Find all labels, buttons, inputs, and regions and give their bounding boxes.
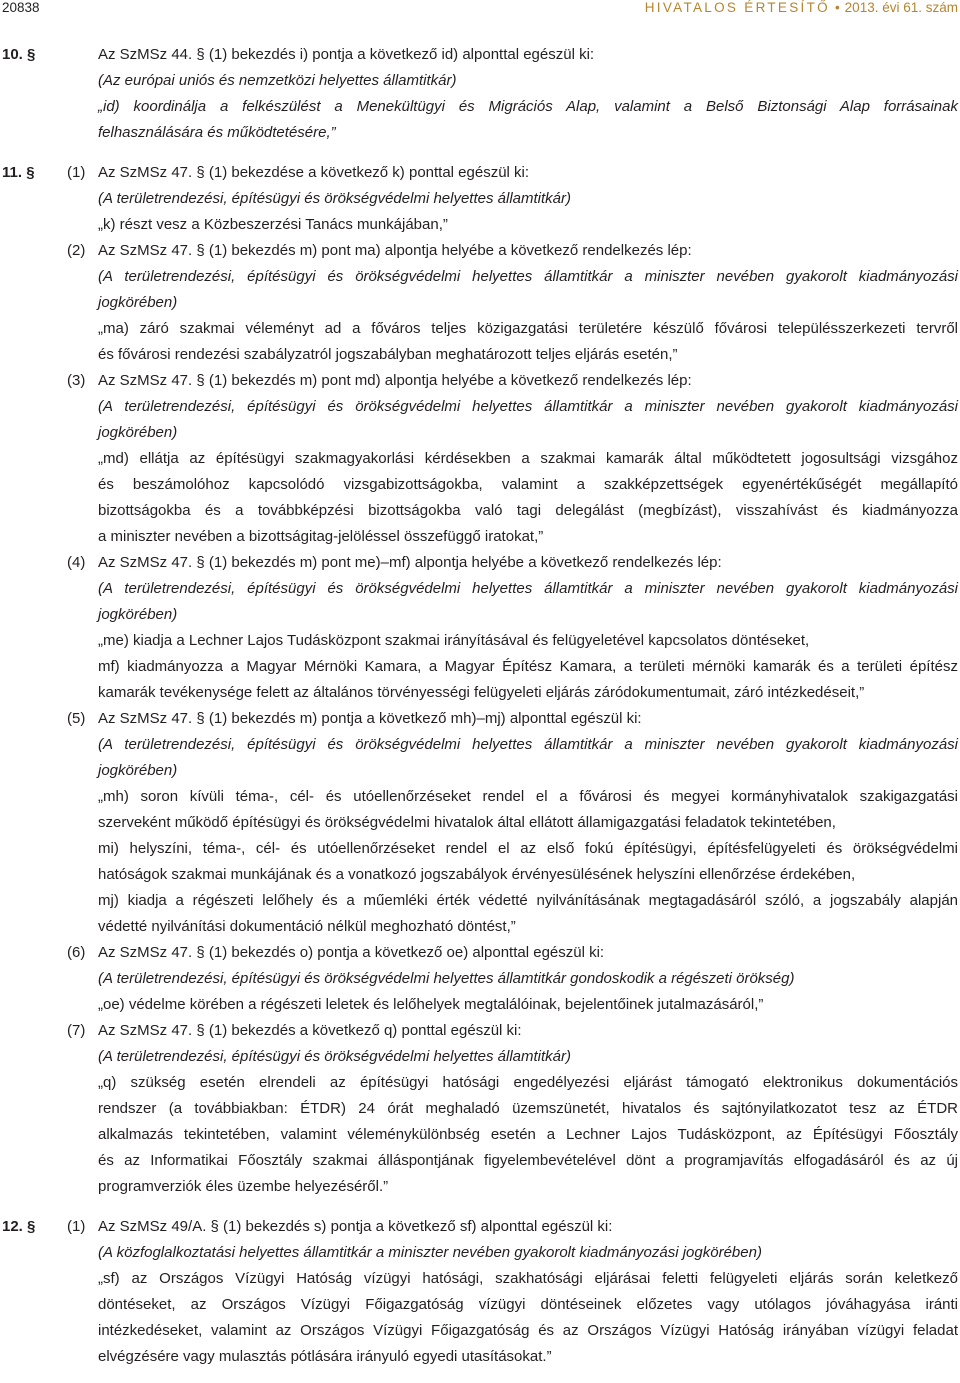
text-line: „ma) záró szakmai véleményt ad a főváros teljes közigazgatási területére készülő fővárosi településszerkezeti tervről bbox=[98, 320, 958, 337]
text-line: Az SzMSz 47. § (1) bekezdés m) pont me)–mf) alpontja helyébe a következő rendelkezés lép: bbox=[98, 554, 722, 571]
section-body bbox=[98, 42, 958, 146]
page-number: 20838 bbox=[2, 0, 40, 15]
text-line: mj) kiadja a régészeti lelőhely és a műemléki érték védetté nyilvánításának megtagadásáról szóló, a jogszabály alapján bbox=[98, 892, 958, 909]
paragraph bbox=[67, 368, 958, 550]
text-line: Az SzMSz 47. § (1) bekezdés o) pontja a következő oe) alponttal egészül ki: bbox=[98, 944, 605, 961]
context-line: (A területrendezési, építésügyi és örökségvédelmi helyettes államtitkár a miniszter nevében gyakorolt kiadmányozási bbox=[98, 268, 958, 285]
paragraph-number: (2) bbox=[67, 242, 86, 259]
paragraph bbox=[67, 550, 958, 706]
paragraph-number: (1) bbox=[67, 1218, 86, 1235]
text-line: Az SzMSz 47. § (1) bekezdés m) pont ma) alpontja helyébe a következő rendelkezés lép: bbox=[98, 242, 692, 259]
text-line: és az Informatikai Főosztály szakmai álláspontjának figyelembevételével dönt a programjavítás elfogadásáról és az új bbox=[98, 1152, 958, 1169]
text-line: Az SzMSz 47. § (1) bekezdése a következő k) ponttal egészül ki: bbox=[98, 164, 530, 181]
separator-dot: • bbox=[834, 0, 840, 15]
context-line: (A területrendezési, építésügyi és örökségvédelmi helyettes államtitkár a miniszter nevében gyakorolt kiadmányozási bbox=[98, 736, 958, 753]
section-number: 12. § bbox=[2, 1218, 36, 1235]
section-body bbox=[67, 160, 958, 1200]
text-line: hatóságok szakmai munkájának és a vonatkozó jogszabályok érvényesülésének helyszíni ellenőrzése érdekében, bbox=[98, 866, 856, 883]
text-line: „me) kiadja a Lechner Lajos Tudásközpont szakmai irányításával és felügyeletével kapcsolatos döntéseket, bbox=[98, 632, 810, 649]
text-line: bizottságokba és a továbbképzési bizottságokba való tagi delegálást (megbízást), visszahívást és kiadmányozza bbox=[98, 502, 958, 519]
paragraph bbox=[67, 1214, 958, 1370]
issue-label: 2013. évi 61. szám bbox=[844, 0, 958, 15]
text-line: kamarák tevékenysége felett az általános törvényességi felügyeleti eljárás záródokumentumait, záró intézkedéseit,” bbox=[98, 684, 865, 701]
context-line: (A területrendezési, építésügyi és örökségvédelmi helyettes államtitkár a miniszter nevében gyakorolt kiadmányozási bbox=[98, 398, 958, 415]
text-line: döntéseket, az Országos Vízügyi Főigazgatóság vízügyi döntéseinek előzetes vagy utólagos jóváhagyása iránti bbox=[98, 1296, 958, 1313]
text-line: Az SzMSz 47. § (1) bekezdés m) pontja a következő mh)–mj) alponttal egészül ki: bbox=[98, 710, 642, 727]
text-line: Az SzMSz 47. § (1) bekezdés a következő q) ponttal egészül ki: bbox=[98, 1022, 522, 1039]
text-line: és beszámolóhoz kapcsolódó vizsgabizottságokba, valamint a szakképzettségek egyenértékűségét megállapító bbox=[98, 476, 958, 493]
document-body bbox=[0, 42, 960, 1370]
section bbox=[0, 42, 960, 146]
page-header bbox=[0, 0, 960, 16]
context-line: (A területrendezési, építésügyi és örökségvédelmi helyettes államtitkár gondoskodik a régészeti örökség) bbox=[98, 970, 795, 987]
context-line: felhasználására és működtetésére,” bbox=[98, 124, 336, 141]
paragraph-number: (7) bbox=[67, 1022, 86, 1039]
text-line: „q) szükség esetén elrendeli az építésügyi hatósági engedélyezési eljárást támogató elektronikus dokumentációs bbox=[98, 1074, 958, 1091]
section-gap bbox=[0, 146, 960, 160]
section-number: 10. § bbox=[2, 46, 36, 63]
text-line: mf) kiadmányozza a Magyar Mérnöki Kamara, a Magyar Építész Kamara, a területi mérnöki kamarák és a területi építész bbox=[98, 658, 958, 675]
text-line: „k) részt vesz a Közbeszerzési Tanács munkájában,” bbox=[98, 216, 448, 233]
paragraph bbox=[67, 1018, 958, 1200]
section-number: 11. § bbox=[2, 164, 35, 181]
section-gap bbox=[0, 1200, 960, 1214]
context-line: (A területrendezési, építésügyi és örökségvédelmi helyettes államtitkár) bbox=[98, 190, 571, 207]
text-line: védetté nyilvánítási dokumentáció nélkül meghozható döntést,” bbox=[98, 918, 516, 935]
context-line: jogkörében) bbox=[98, 424, 178, 441]
text-line: a miniszter nevében a bizottságitag-jelöléssel összefüggő iratokat,” bbox=[98, 528, 544, 545]
context-line: (A területrendezési, építésügyi és örökségvédelmi helyettes államtitkár) bbox=[98, 1048, 571, 1065]
text-line: „sf) az Országos Vízügyi Hatóság vízügyi hatósági, szakhatósági eljárásai feletti felügyeleti eljárás során keletkező bbox=[98, 1270, 958, 1287]
text-line: Az SzMSz 49/A. § (1) bekezdés s) pontja a következő sf) alponttal egészül ki: bbox=[98, 1218, 613, 1235]
text-line: „mh) soron kívüli téma-, cél- és utóellenőrzéseket rendel el a fővárosi és megyei kormányhivatalok szakigazgatási bbox=[98, 788, 958, 805]
journal-name: HIVATALOS ÉRTESÍTŐ bbox=[644, 0, 830, 15]
section bbox=[0, 1214, 960, 1370]
text-line: mi) helyszíni, téma-, cél- és utóellenőrzéseket rendel el az első fokú építésügyi, építésfelügyeleti és örökségvédelmi bbox=[98, 840, 958, 857]
journal-title bbox=[645, 0, 958, 16]
text-line: alkalmazás tekintetében, valamint véleménykülönbség esetén a Lechner Lajos Tudásközpont, az Építésügyi Főosztály bbox=[98, 1126, 958, 1143]
text-line: intézkedéseket, valamint az Országos Vízügyi Főigazgatóság és az Országos Vízügyi Hatóság irányában vízügyi feladat bbox=[98, 1322, 958, 1339]
context-line: (A közfoglalkoztatási helyettes államtitkár a miniszter nevében gyakorolt kiadmányozási jogkörében) bbox=[98, 1244, 762, 1261]
context-line: (Az európai uniós és nemzetközi helyettes államtitkár) bbox=[98, 72, 457, 89]
paragraph-number: (1) bbox=[67, 164, 86, 181]
text-line: „oe) védelme körében a régészeti leletek és lelőhelyek megtalálóinak, bejelentőinek jutalmazásáról,” bbox=[98, 996, 764, 1013]
context-line: (A területrendezési, építésügyi és örökségvédelmi helyettes államtitkár a miniszter nevében gyakorolt kiadmányozási bbox=[98, 580, 958, 597]
text-line: Az SzMSz 47. § (1) bekezdés m) pont md) alpontja helyébe a következő rendelkezés lép: bbox=[98, 372, 692, 389]
section-body bbox=[67, 1214, 958, 1370]
context-line: jogkörében) bbox=[98, 762, 178, 779]
paragraph bbox=[67, 940, 958, 1018]
text-line: és fővárosi rendezési szabályzatról jogszabályban meghatározott teljes eljárás esetén,” bbox=[98, 346, 678, 363]
paragraph-number: (6) bbox=[67, 944, 86, 961]
section bbox=[0, 160, 960, 1200]
context-line: jogkörében) bbox=[98, 294, 178, 311]
paragraph-number: (5) bbox=[67, 710, 86, 727]
paragraph bbox=[67, 706, 958, 940]
text-line: programverziók éles üzembe helyezéséről.” bbox=[98, 1178, 389, 1195]
context-line: „id) koordinálja a felkészülést a Menekültügyi és Migrációs Alap, valamint a Belső Biztonsági Alap forrásainak bbox=[98, 98, 958, 115]
text-line: rendszer (a továbbiakban: ÉTDR) 24 órát meghaladó üzemszünetét, hivatalos és sajtónyilatkozatot tesz az ÉTDR bbox=[98, 1100, 958, 1117]
text-line: elvégzésére vagy mulasztás pótlására irányuló egyedi utasításokat.” bbox=[98, 1348, 552, 1365]
paragraph-number: (3) bbox=[67, 372, 86, 389]
paragraph bbox=[98, 42, 958, 146]
paragraph bbox=[67, 238, 958, 368]
text-line: szerveként működő építésügyi és örökségvédelmi hivatalok által ellátott államigazgatási feladatok tekintetében, bbox=[98, 814, 836, 831]
paragraph bbox=[67, 160, 958, 238]
paragraph-number: (4) bbox=[67, 554, 86, 571]
text-line: „md) ellátja az építésügyi szakmagyakorlási kérdésekben a szakmai kamarák által működtetett jogosultsági vizsgához bbox=[98, 450, 958, 467]
text-line: Az SzMSz 44. § (1) bekezdés i) pontja a következő id) alponttal egészül ki: bbox=[98, 46, 595, 63]
context-line: jogkörében) bbox=[98, 606, 178, 623]
